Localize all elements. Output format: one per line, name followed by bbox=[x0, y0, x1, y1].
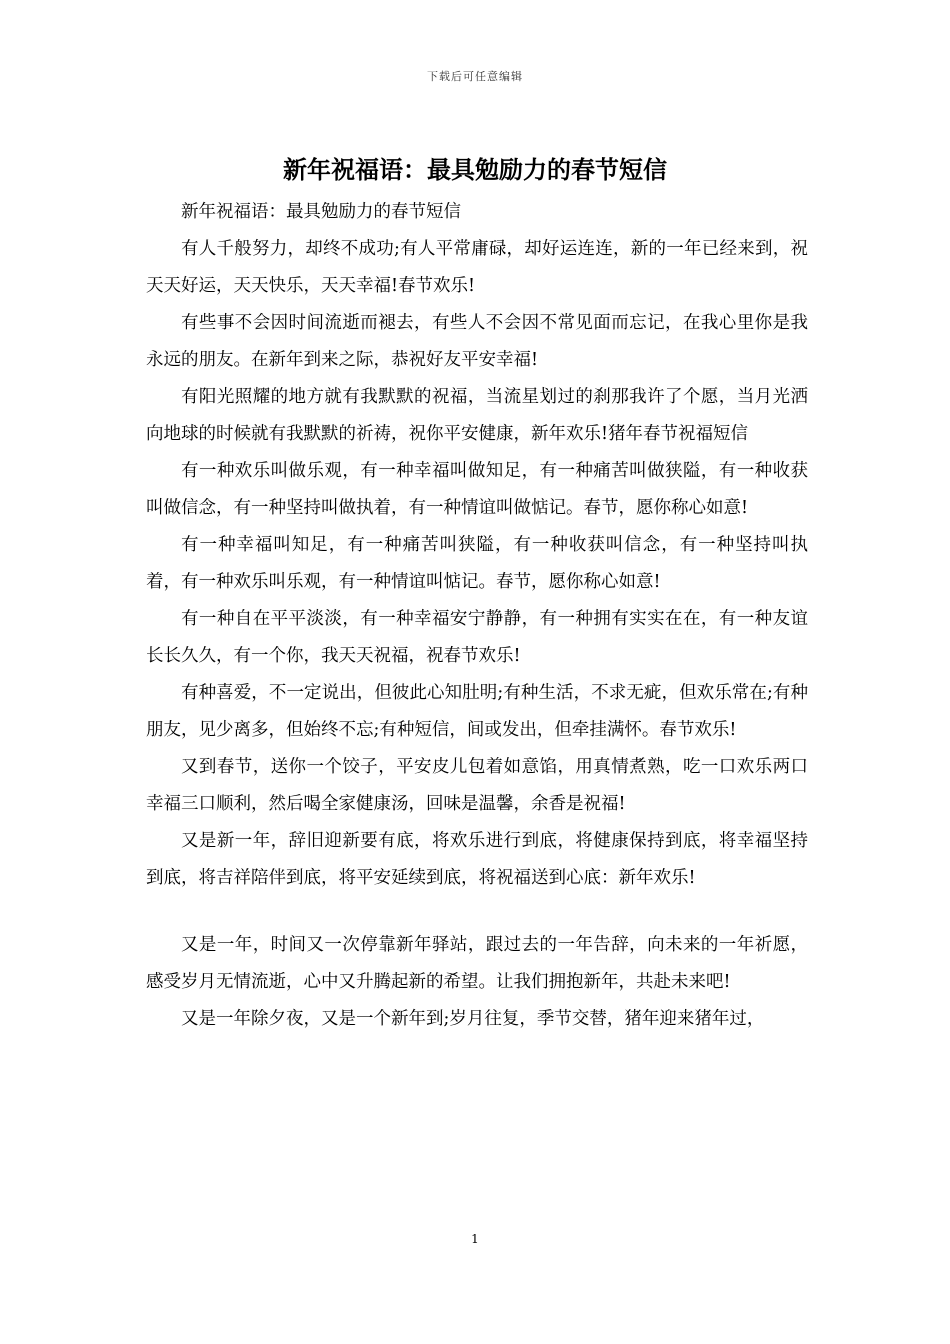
header-note: 下载后可任意编辑 bbox=[427, 70, 523, 83]
paragraph: 有些事不会因时间流逝而褪去，有些人不会因不常见面而忘记，在我心里你是我永远的朋友。在新年到来之际，恭祝好友平安幸福! bbox=[146, 313, 808, 370]
paragraph: 又是新一年，辞旧迎新要有底，将欢乐进行到底，将健康保持到底，将幸福坚持到底，将吉祥陪伴到底，将平安延续到底，将祝福送到心底：新年欢乐! bbox=[146, 831, 808, 888]
paragraph: 又是一年除夕夜，又是一个新年到;岁月往复，季节交替，猪年迎来猪年过， bbox=[181, 1009, 765, 1029]
paragraph: 有种喜爱，不一定说出，但彼此心知肚明;有种生活，不求无疵，但欢乐常在;有种朋友，见少离多，但始终不忘;有种短信，间或发出，但牵挂满怀。春节欢乐! bbox=[146, 683, 808, 740]
paragraph: 又到春节，送你一个饺子，平安皮儿包着如意馅，用真情煮熟，吃一口欢乐两口幸福三口顺利，然后喝全家健康汤，回味是温馨，余香是祝福! bbox=[146, 757, 808, 814]
paragraph: 有一种幸福叫知足，有一种痛苦叫狭隘，有一种收获叫信念，有一种坚持叫执着，有一种欢乐叫乐观，有一种情谊叫惦记。春节，愿你称心如意! bbox=[146, 535, 808, 592]
paragraph: 有一种欢乐叫做乐观，有一种幸福叫做知足，有一种痛苦叫做狭隘，有一种收获叫做信念，有一种坚持叫做执着，有一种情谊叫做惦记。春节，愿你称心如意! bbox=[146, 461, 808, 518]
paragraph-subtitle: 新年祝福语：最具勉励力的春节短信 bbox=[181, 202, 461, 222]
page-number: 1 bbox=[471, 1232, 479, 1246]
paragraph: 有一种自在平平淡淡，有一种幸福安宁静静，有一种拥有实实在在，有一种友谊长长久久，有一个你，我天天祝福，祝春节欢乐! bbox=[146, 609, 808, 666]
document-body bbox=[146, 194, 808, 1038]
blank-line bbox=[146, 897, 808, 927]
paragraph: 有阳光照耀的地方就有我默默的祝福，当流星划过的刹那我许了个愿，当月光洒向地球的时候就有我默默的祈祷，祝你平安健康，新年欢乐!猪年春节祝福短信 bbox=[146, 387, 808, 444]
document-title: 新年祝福语：最具勉励力的春节短信 bbox=[283, 155, 667, 184]
paragraph: 又是一年，时间又一次停靠新年驿站，跟过去的一年告辞，向未来的一年祈愿，感受岁月无情流逝，心中又升腾起新的希望。让我们拥抱新年，共赴未来吧! bbox=[146, 935, 808, 992]
paragraph: 有人千般努力，却终不成功;有人平常庸碌，却好运连连，新的一年已经来到，祝天天好运，天天快乐，天天幸福!春节欢乐! bbox=[146, 239, 808, 296]
